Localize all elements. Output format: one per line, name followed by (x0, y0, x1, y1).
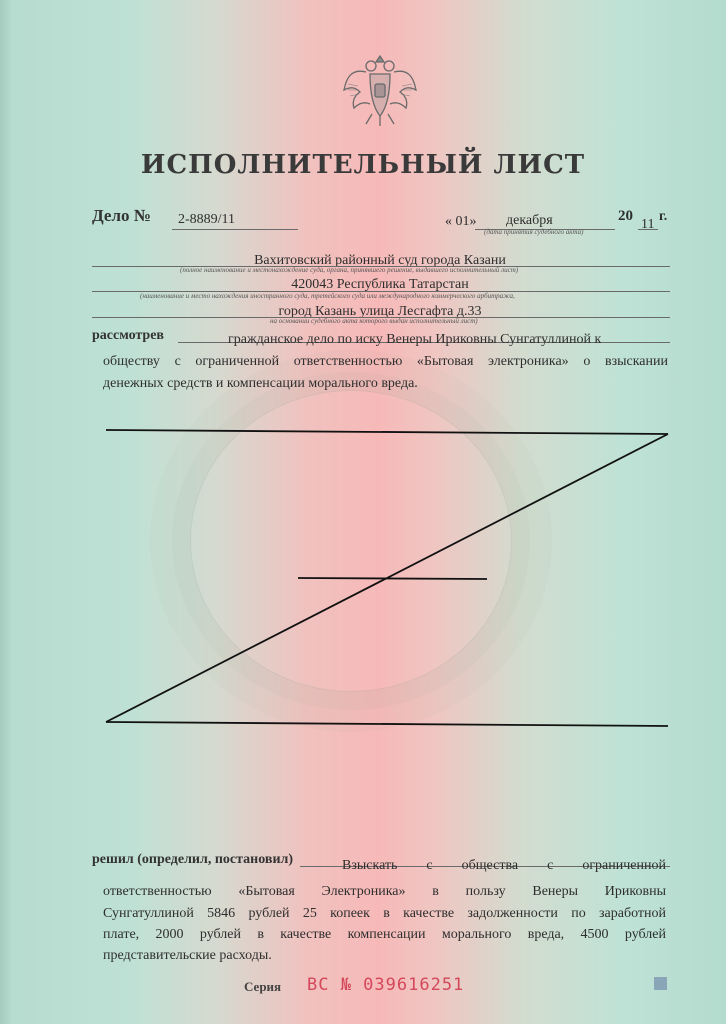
corner-print-mark (654, 977, 667, 990)
z-bottom-line (106, 722, 668, 726)
decision-label: решил (определил, постановил) (92, 852, 294, 867)
decision-date-day: « 01» (445, 214, 477, 229)
decision-line5: представительские расходы. (103, 948, 272, 963)
considered-line1: гражданское дело по иску Венеры Ириковны Сунгатуллиной к (228, 332, 602, 347)
decision-date-year-suffix: 11 (641, 217, 655, 232)
decision-line4: плате, 2000 рублей в качестве компенсации морального вреда, 4500 рублей (103, 927, 666, 942)
series-label: Серия (244, 979, 282, 994)
z-top-line (106, 430, 668, 434)
decision-date-year-prefix: 20 (618, 208, 633, 224)
decision-date-month: декабря (506, 213, 553, 228)
case-number-label: Дело № (92, 206, 151, 225)
court-address-line1: 420043 Республика Татарстан (291, 277, 469, 292)
court-name-caption: (полное наименование и местонахождение суда, органа, принявшего решение, выдавшего исполнительный лист) (180, 266, 519, 274)
decision-line2: ответственностью «Бытовая Электроника» в пользу Венеры Ириковны (103, 884, 666, 899)
decision-date-year-mark: г. (659, 209, 668, 224)
series-number: ВС № 039616251 (307, 975, 465, 995)
decision-line3: Сунгатуллиной 5846 рублей 25 копеек в качестве задолженности по заработной (103, 906, 666, 921)
document-title: ИСПОЛНИТЕЛЬНЫЙ ЛИСТ (140, 150, 586, 180)
court-name: Вахитовский районный суд города Казани (254, 253, 506, 268)
z-cross-line (298, 578, 487, 579)
decision-line1: Взыскать с общества с ограниченной (342, 858, 666, 873)
court-address-caption: (наименование и место нахождения иностранного суда, третейского суда или международного коммерческого арбитража, (140, 292, 515, 300)
considered-line2: обществу с ограниченной ответственностью «Бытовая электроника» о взыскании (103, 354, 668, 369)
considered-line3: денежных средств и компенсации морального вреда. (103, 376, 418, 391)
court-address-line2-caption: на основании судебного акта которого выдан исполнительный лист) (270, 317, 478, 325)
date-caption: (дата принятия судебного акта) (484, 228, 584, 236)
court-address-line2: город Казань улица Лесгафта д.33 (278, 304, 482, 319)
considered-label: рассмотрев (92, 328, 164, 343)
case-number-value: 2-8889/11 (178, 212, 236, 227)
